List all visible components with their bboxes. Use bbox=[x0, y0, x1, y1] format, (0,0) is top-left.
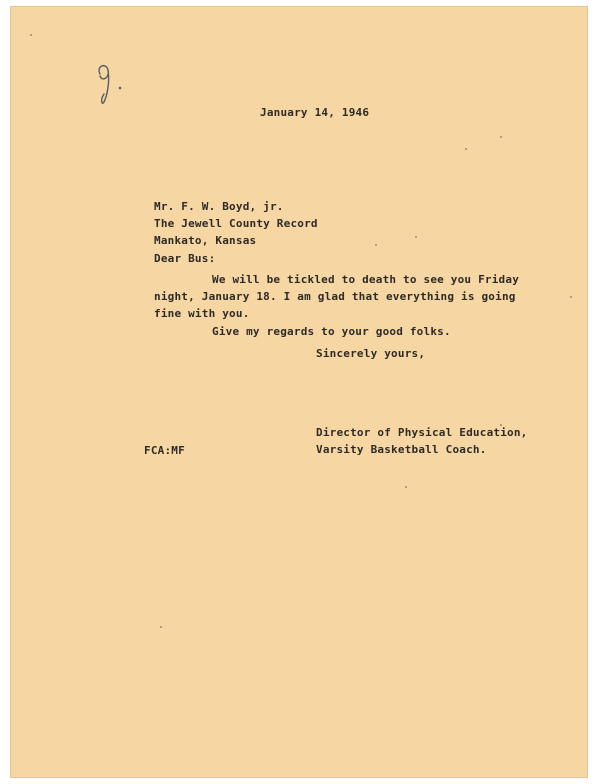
letter-date: January 14, 1946 bbox=[260, 106, 370, 119]
letter-page bbox=[10, 6, 588, 778]
paper-speck bbox=[160, 626, 162, 628]
recipient-organization: The Jewell County Record bbox=[154, 217, 318, 230]
paper-speck bbox=[30, 34, 32, 36]
paper-speck bbox=[405, 486, 407, 488]
body-line: fine with you. bbox=[154, 307, 250, 320]
recipient-location: Mankato, Kansas bbox=[154, 234, 257, 247]
body-line: We will be tickled to death to see you Friday bbox=[212, 273, 520, 286]
paper-speck bbox=[500, 424, 502, 426]
recipient-name: Mr. F. W. Boyd, jr. bbox=[154, 200, 284, 213]
signature-title: Varsity Basketball Coach. bbox=[316, 443, 487, 456]
paper-speck bbox=[465, 148, 467, 150]
handwritten-mark bbox=[90, 60, 130, 106]
salutation: Dear Bus: bbox=[154, 252, 216, 265]
paper-speck bbox=[375, 244, 377, 246]
paper-speck bbox=[570, 296, 572, 298]
body-line: night, January 18. I am glad that everything is going bbox=[154, 290, 516, 303]
paper-speck bbox=[415, 236, 417, 238]
closing: Sincerely yours, bbox=[316, 347, 426, 360]
body-line: Give my regards to your good folks. bbox=[212, 325, 451, 338]
signature-title: Director of Physical Education, bbox=[316, 426, 528, 439]
typist-initials: FCA:MF bbox=[144, 444, 185, 457]
paper-speck bbox=[500, 136, 502, 138]
